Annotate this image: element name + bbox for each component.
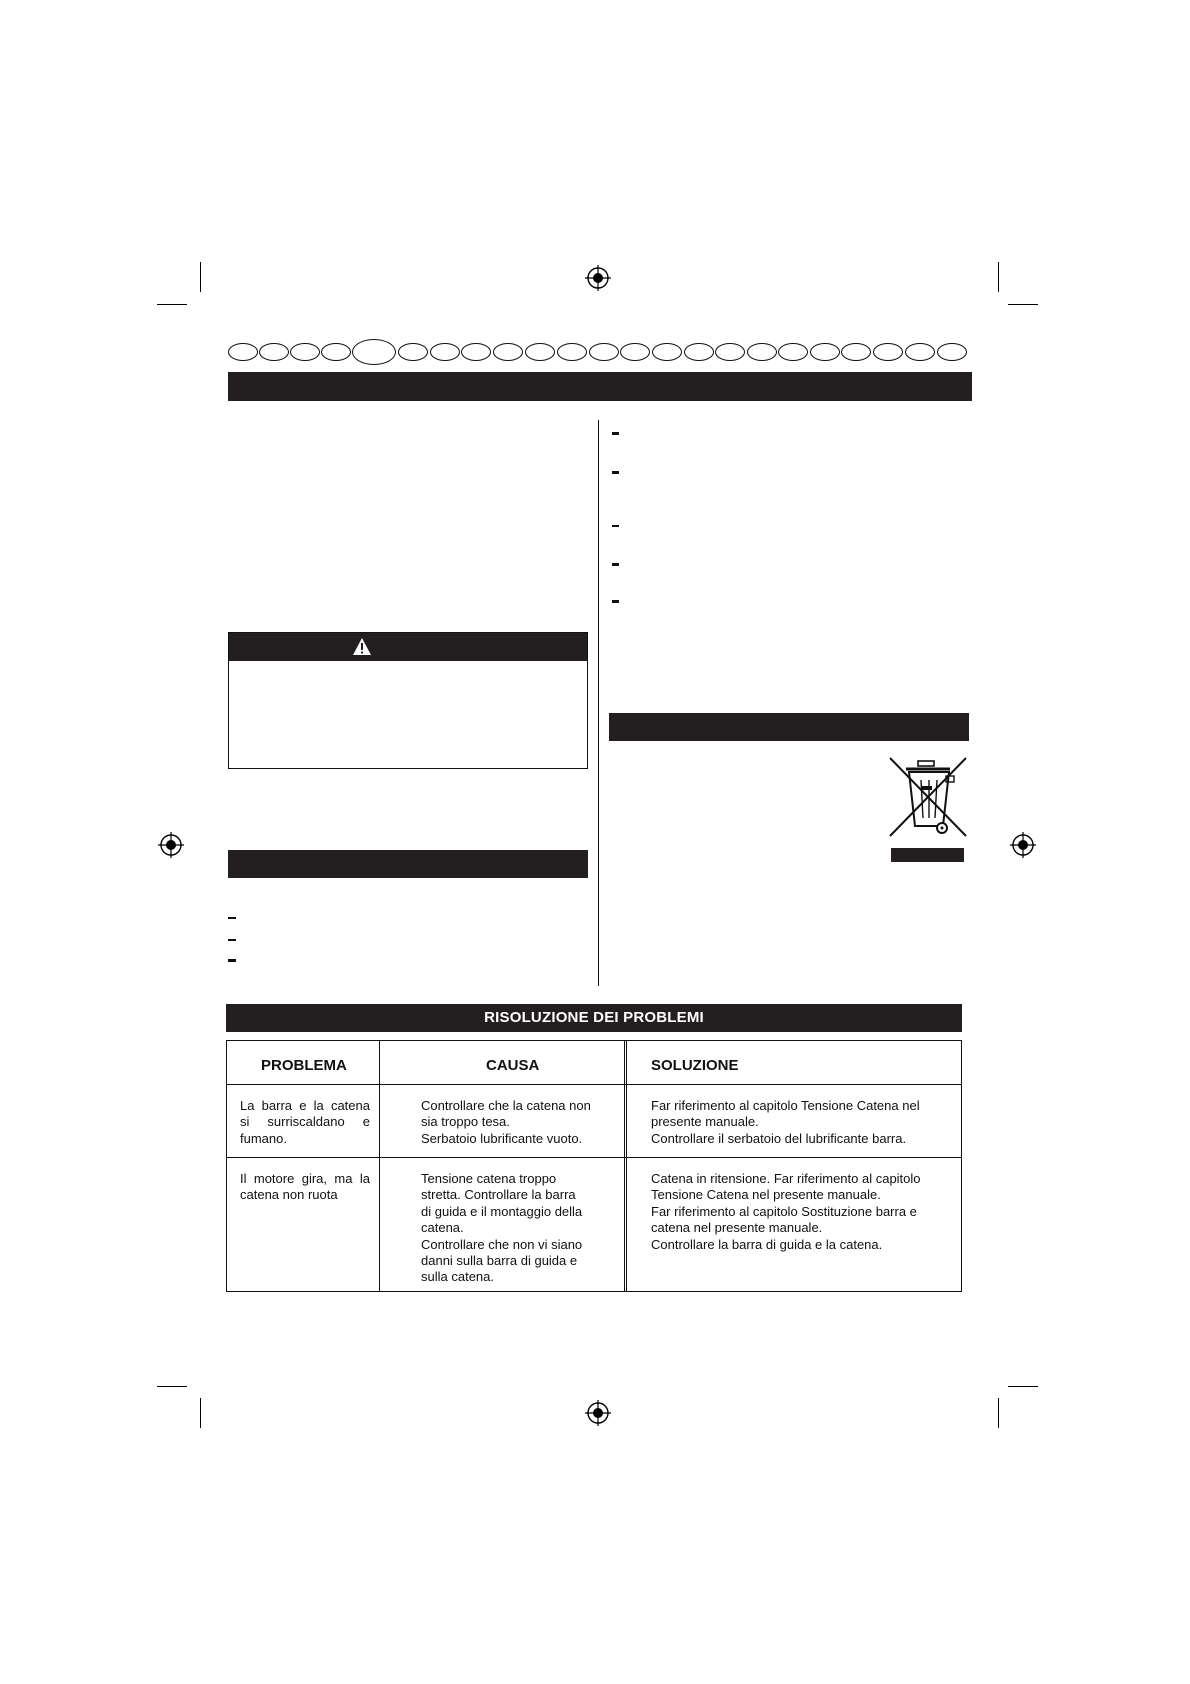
language-tab[interactable] <box>747 343 777 361</box>
language-tab[interactable] <box>589 343 619 361</box>
table-column-divider <box>379 1041 380 1291</box>
language-tab[interactable] <box>620 343 650 361</box>
crop-mark <box>157 1386 187 1387</box>
registration-mark-icon <box>585 265 611 291</box>
language-selector <box>228 339 972 365</box>
section-header-bar <box>228 372 972 401</box>
list-bullet <box>612 600 619 603</box>
troubleshooting-title: RISOLUZIONE DEI PROBLEMI <box>226 1004 962 1032</box>
crop-mark <box>998 262 999 292</box>
table-column-divider <box>626 1041 627 1291</box>
language-tab[interactable] <box>652 343 682 361</box>
table-cell-cause: Tensione catena troppo stretta. Controllare la barra di guida e il montaggio della catena. Controllare che non vi siano danni sulla barra di guida e sulla catena. <box>421 1171 583 1285</box>
crop-mark <box>1008 304 1038 305</box>
list-bullet <box>228 917 236 919</box>
section-header-bar <box>228 850 588 878</box>
language-tab[interactable] <box>228 343 258 361</box>
language-tab[interactable] <box>810 343 840 361</box>
language-tab[interactable] <box>841 343 871 361</box>
language-tab[interactable] <box>715 343 745 361</box>
language-tab[interactable] <box>430 343 460 361</box>
table-cell-solution: Catena in ritensione. Far riferimento al capitolo Tensione Catena nel presente manuale. Far riferimento al capitolo Sostituzione barra e catena nel presente manuale. Controllare la barra di guida e la catena. <box>651 1171 921 1252</box>
language-tab[interactable] <box>398 343 428 361</box>
language-tab[interactable] <box>684 343 714 361</box>
registration-mark-icon <box>585 1400 611 1426</box>
section-header-bar <box>609 713 969 741</box>
list-bullet <box>612 432 619 435</box>
language-tab[interactable] <box>525 343 555 361</box>
language-tab[interactable] <box>290 343 320 361</box>
warning-header <box>229 633 587 661</box>
crossed-out-wheelie-bin-icon <box>888 756 968 838</box>
troubleshooting-table <box>226 1040 962 1292</box>
crop-mark <box>157 304 187 305</box>
list-bullet <box>612 471 619 474</box>
language-tab[interactable] <box>461 343 491 361</box>
language-tab[interactable] <box>557 343 587 361</box>
language-tab[interactable] <box>873 343 903 361</box>
registration-mark-icon <box>158 832 184 858</box>
language-tab[interactable] <box>937 343 967 361</box>
crop-mark <box>998 1398 999 1428</box>
crop-mark <box>200 1398 201 1428</box>
language-tab[interactable] <box>778 343 808 361</box>
table-row-divider <box>227 1084 961 1085</box>
list-bullet <box>228 959 236 962</box>
table-cell-cause: Controllare che la catena non sia troppo tesa. Serbatoio lubrificante vuoto. <box>421 1098 591 1146</box>
list-bullet <box>612 525 619 527</box>
column-divider <box>598 420 599 986</box>
table-cell-problem: Il motore gira, ma la catena non ruota <box>240 1171 370 1203</box>
column-header-cause: CAUSA <box>486 1057 540 1074</box>
language-tab[interactable] <box>905 343 935 361</box>
table-cell-problem: La barra e la catena si surriscaldano e fumano. <box>240 1098 370 1146</box>
warning-box <box>228 632 588 769</box>
language-tab[interactable] <box>493 343 523 361</box>
registration-mark-icon <box>1010 832 1036 858</box>
list-bullet <box>612 563 619 566</box>
table-cell-solution: Far riferimento al capitolo Tensione Catena nel presente manuale. Controllare il serbatoio del lubrificante barra. <box>651 1098 920 1146</box>
crop-mark <box>200 262 201 292</box>
column-header-solution: SOLUZIONE <box>651 1057 739 1074</box>
language-tab[interactable] <box>321 343 351 361</box>
crop-mark <box>1008 1386 1038 1387</box>
table-column-divider <box>624 1041 625 1291</box>
list-bullet <box>228 939 236 941</box>
warning-triangle-icon <box>352 637 372 657</box>
weee-underline-bar <box>891 848 964 862</box>
table-row-divider <box>227 1157 961 1158</box>
column-header-problem: PROBLEMA <box>261 1057 347 1074</box>
language-tab[interactable] <box>259 343 289 361</box>
language-tab-active[interactable] <box>352 339 396 365</box>
